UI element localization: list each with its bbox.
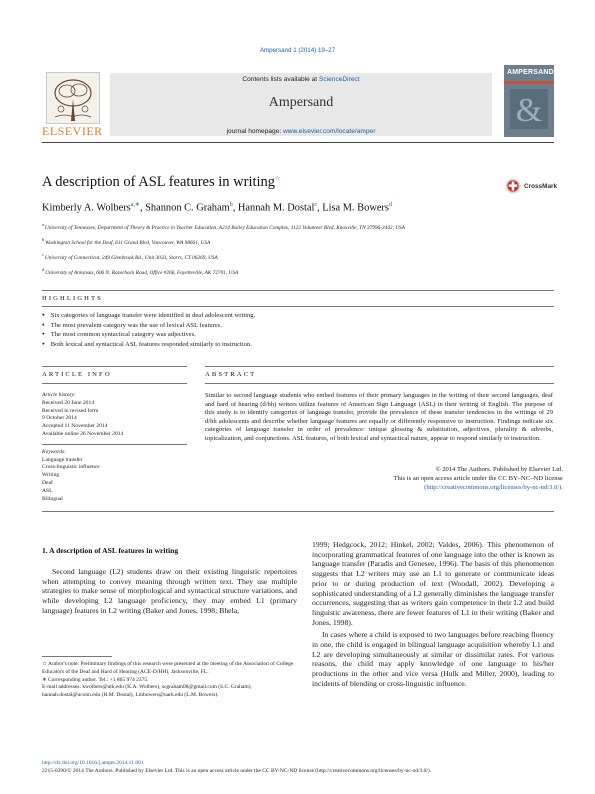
affiliation-mark: a [42,222,44,227]
homepage-link[interactable]: www.elsevier.com/locate/amper [283,128,376,135]
article-info-inner-rule [42,383,187,384]
affiliation-text: University of Tennessee, Department of Theory & Practice in Teacher Education, A214 Bailey Education Complex, 1122 Volunteer Blvd, Knoxville, TN 37996-3442, USA [44,224,405,231]
bottom-license: 2215-0390/© 2014 The Authors. Published by Elsevier Ltd. This is an open access article under the CC BY-NC-ND license (http://creativecommons.org/licenses/by-nc-nd/3.0/). [42,767,432,774]
journal-masthead [110,73,492,136]
article-info-heading: ARTICLE INFO [42,371,112,378]
abstract-rule [205,366,554,367]
history-entry: Received 20 June 2014 [42,399,95,406]
cover-band [504,81,554,84]
article-title [42,174,280,191]
license-link[interactable]: (http://creativecommons.org/licenses/by-nc-nd/3.0/). [424,483,563,491]
keyword: Cross-linguistic influence [42,464,100,471]
footnote: ∗ Corresponding author. Tel.: +1 865 974 2375. [42,676,149,683]
body-paragraph: Second language (L2) students draw on their existing linguistic repertoires when attempting to convey meaning through written text. They use multiple strategies to make sense of morphological and syntactical structure variations, and while developing L2 language proficiency, they may embed L1 (primary language) features in L2 writing (Baker and Jones, 1998; Bhela, [42,567,297,615]
keyword: Language transfer [42,456,83,463]
journal-cover-thumbnail[interactable] [504,65,554,137]
crossmark-label: CrossMark [524,183,558,190]
author-name: Hannah M. Dostal [237,202,315,214]
body-left-column [42,567,297,616]
elsevier-logo [42,72,102,138]
affiliation-mark: c [42,251,44,257]
doi-link[interactable]: http://dx.doi.org/10.1016/j.amper.2014.11.001 [42,760,144,766]
affiliations [42,221,522,281]
page-bottom-info [42,760,562,776]
footnotes [42,661,297,700]
footnote-rule [42,656,112,657]
author-affiliation-mark[interactable]: a,∗ [130,202,140,208]
sciencedirect-link[interactable]: ScienceDirect [318,76,360,83]
highlights-inner-rule [42,306,554,307]
history-entry: Available online 26 November 2014 [42,430,124,437]
highlight-item: ● The most common syntactical category was adjectives. [42,330,542,340]
homepage-prefix: journal homepage: [226,128,284,135]
footnote: E-mail addresses: kwolbers@utk.edu (K.A. Wolbers), scgraham08@gmail.com (S.C. Graham), hannah.dostal@uconn.edu (H.M. Dostal), Lmbowers@uark.edu (L.M. Bowers). [42,684,252,699]
contents-line [110,76,492,83]
keywords-rule [42,444,187,445]
affiliation-mark: b [42,236,45,242]
cover-ampersand-icon [510,89,548,129]
body-paragraph: 1999; Hedgcock, 2012; Hinkel, 2002; Valdes, 2006). This phenomenon of incorporating grammatical features of one language into the other is known as language transfer (Paradis and Genesee, 1996). The basis of this phenomenon suggests that L2 writers may use an L1 to generate or communicate ideas prior to or during production of text (Woodall, 2002). Developing a sophisticated understanding of a L2 generally diminishes the language transfer occurrences, suggesting that as writers gain competence in their L2 and build linguistic awareness, there are fewer features of L1 in their writing (Baker and Jones, 1998). [312,540,554,627]
highlights-rule [42,290,554,291]
author-affiliation-mark[interactable]: b [229,202,233,208]
body-right-column [312,540,554,689]
author-name: Shannon C. Graham [145,202,230,214]
keyword: ASL [42,487,53,494]
highlight-item: ● The most prevalent category was the use of lexical ASL features. [42,321,542,331]
svg-text:&: & [515,92,543,129]
author-list: Kimberly A. Wolbers$^{a,∗}$, Shannon C. Graham$^b$, Hannah M. Dostal$^c$, Lisa M. Bowers$^d$ [42,202,392,214]
affiliation-text: University of Connecticut, 249 Glenbrook Rd., Unit 3033, Storrs, CT 06269, USA [44,254,218,261]
history-entry: Received in revised form [42,407,99,414]
keyword: Deaf [42,479,53,486]
article-title-text: A description of ASL features in writing [42,174,276,190]
affiliation [42,236,522,247]
affiliation-text: University of Arkansas, 606 N. Razorback Road, Office #266, Fayetteville, AK 72701, USA [45,269,239,276]
abstract-text: Similar to second language students who embed features of their primary languages in the writing of their second languages, deaf and hard of hearing (d/hh) writers utilize features of American Sign Language (ASL) in their writing of English. The purpose of this study is to identify categories of language transfer, provide the prevalence of these transfer tendencies in the writings of 29 d/hh adolescents and describe whether language features are equally or differently responsive to instruction. Findings indicate six categories of language transfer in order of prevalence: unique glossing & substitution, adjectives, plurality & adverbs, topicalization, and conjunctions. ASL features, of both lexical and syntactical nature, appear to respond similarly to instruction. [205,392,553,442]
affiliation [42,221,522,232]
abstract-inner-rule [205,383,554,384]
copyright-line: © 2014 The Authors. Published by Elsevier Ltd. [435,466,563,473]
affiliation-text: Washington School for the Deaf, 611 Grand Blvd, Vancouver, WA 98661, USA [45,239,211,246]
journal-reference[interactable]: Ampersand 1 (2014) 19–27 [259,47,336,54]
journal-title: Ampersand [268,95,334,110]
keyword: Bilingual [42,495,63,502]
elsevier-wordmark: ELSEVIER [42,124,103,138]
affiliation-mark: d [42,266,45,272]
affiliation [42,266,522,277]
affiliation [42,251,522,262]
highlight-item: ● Six categories of language transfer were identified in deaf adolescent writing. [42,311,542,321]
cover-title: AMPERSAND [507,69,554,76]
author-affiliation-mark[interactable]: c [314,202,318,208]
title-footnote-mark[interactable]: ☆ [275,176,281,183]
author-name: Lisa M. Bowers [322,202,389,214]
history-entry: 9 October 2014 [42,415,77,422]
highlights-heading: HIGHLIGHTS [42,295,103,302]
masthead-rule [42,142,554,143]
footnote: ☆ Author's note: Preliminary findings of this research were presented at the meeting of the Association of College Educators of the Deaf and Hard of Hearing (ACE-D/HH), Jacksonville, FL. [42,661,294,675]
abstract-heading: ABSTRACT [205,371,257,378]
abstract-copyright [205,466,563,493]
keyword: Writing [42,472,60,479]
body-paragraph: In cases where a child is exposed to two languages before reaching fluency in one, the child is engaged in bilingual language acquisition whereby L1 and L2 are developing simultaneously at similar or dissimilar rates. For various reasons, the child may apply knowledge of one language to his/her productions in the other and vice versa (Hulk and Miller, 2000), leading to incidents of blending or cross-linguistic influence. [312,630,554,688]
author-affiliation-mark[interactable]: d [388,202,392,208]
keywords-label: Keywords: [42,448,67,455]
contents-prefix: Contents lists available at [242,76,319,83]
history-label: Article history: [42,392,77,398]
crossmark-icon [505,178,521,194]
elsevier-tree-icon [46,72,100,124]
journal-homepage-line [110,128,492,135]
crossmark-badge[interactable] [505,178,558,196]
abstract-bottom-rule [42,511,554,512]
author-name: Kimberly A. Wolbers [42,202,131,214]
highlight-item: ● Both lexical and syntactical ASL features responded similarly to instruction. [42,340,542,350]
highlights-list [42,311,542,349]
history-entry: Accepted 11 November 2014 [42,423,108,430]
article-info [42,392,187,503]
section-title: 1. A description of ASL features in writing [42,546,179,555]
license-line: This is an open access article under the CC BY–NC–ND license [393,474,563,482]
article-info-rule [42,366,187,367]
